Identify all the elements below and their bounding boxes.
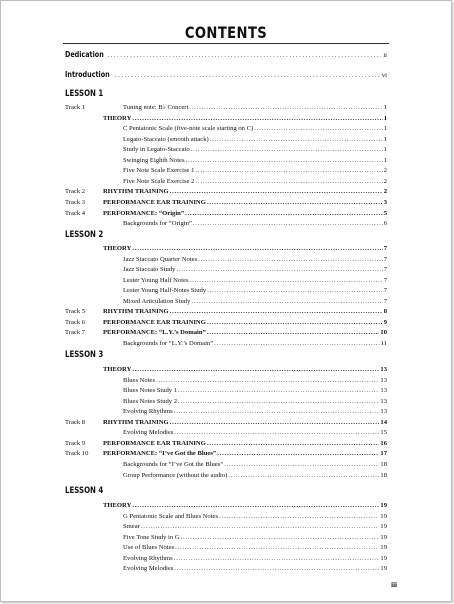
- toc-entry: [123, 177, 387, 187]
- entry-label: Evolving Melodies: [123, 429, 174, 437]
- toc-entry: [103, 418, 387, 428]
- dot-leader: [207, 198, 383, 208]
- dot-leader: [191, 145, 383, 155]
- dot-leader: [198, 255, 383, 265]
- entry-page: 15: [380, 429, 387, 437]
- dot-leader: [141, 522, 380, 532]
- toc-entry: [103, 114, 387, 124]
- entry-page: 13: [380, 397, 387, 405]
- entry-label: PERFORMANCE: “Origin”: [103, 209, 185, 217]
- entry-label: Backgrounds for “L.Y.’s Domain”: [123, 339, 214, 347]
- entry-label: Five Note Scale Exercise 2: [123, 177, 195, 185]
- entry-label: PERFORMANCE EAR TRAINING: [103, 198, 206, 206]
- track-number: Track 6: [65, 318, 86, 326]
- toc-row: [65, 265, 387, 275]
- entry-page: 1: [383, 146, 387, 154]
- entry-page: 13: [380, 366, 387, 373]
- track-number: Track 10: [65, 450, 89, 458]
- entry-label: Evolving Melodies: [123, 565, 174, 573]
- entry-label: Five Note Scale Exercise 1: [123, 167, 195, 175]
- toc-entry: [123, 135, 387, 145]
- dot-leader: [195, 177, 382, 187]
- toc-entry: [123, 543, 387, 553]
- toc-row: [65, 244, 387, 254]
- toc-entry: [123, 512, 387, 522]
- dot-leader: [175, 543, 379, 553]
- toc-entry: [123, 145, 387, 155]
- entry-label: Legato-Staccato (smooth attack): [123, 135, 209, 143]
- entry-label: THEORY: [103, 502, 132, 509]
- entry-label: Use of Blues Notes: [123, 544, 175, 552]
- title-rule: [63, 43, 389, 44]
- entry-label: Five Tone Study in G: [123, 533, 180, 541]
- entry-label: PERFORMANCE EAR TRAINING: [103, 318, 206, 326]
- dot-leader: [219, 512, 379, 522]
- toc-entry: [123, 166, 387, 176]
- toc-entry: [123, 564, 387, 574]
- track-number: Track 2: [65, 188, 86, 196]
- dot-leader: [132, 244, 382, 254]
- entry-page: 6: [383, 220, 387, 228]
- toc-row: [65, 407, 387, 417]
- toc-row: [65, 166, 387, 176]
- toc-row: [65, 255, 387, 265]
- toc-row: [65, 276, 387, 286]
- entry-label: Tuning note: B♭ Concert: [123, 104, 189, 111]
- track-number: Track 5: [65, 308, 86, 316]
- dot-leader: [191, 297, 382, 307]
- entry-page: 19: [380, 512, 387, 520]
- toc-entry: [103, 198, 387, 208]
- entry-label: Evolving Rhythms: [123, 408, 173, 416]
- toc-entry: [103, 244, 387, 254]
- toc-row: [65, 512, 387, 522]
- entry-page: ii: [383, 52, 387, 59]
- toc-entry: [123, 156, 387, 166]
- entry-page: 16: [380, 439, 387, 447]
- dot-leader: [107, 52, 381, 59]
- entry-page: 19: [380, 502, 387, 509]
- dot-leader: [190, 276, 383, 286]
- entry-label: THEORY: [103, 114, 132, 122]
- dot-leader: [170, 307, 383, 317]
- toc-entry: [123, 265, 387, 275]
- entry-label: RHYTHM TRAINING: [103, 418, 169, 426]
- toc-row: [65, 533, 387, 543]
- dot-leader: [174, 554, 380, 564]
- entry-label: Backgrounds for “I’ve Got the Blues”: [123, 460, 224, 468]
- toc-entry: [123, 286, 387, 296]
- entry-page: 19: [380, 565, 387, 573]
- toc-row: [65, 449, 387, 459]
- entry-page: 7: [383, 276, 387, 284]
- dot-leader: [189, 103, 382, 113]
- entry-label: Lester Young Half-Notes Study: [123, 287, 207, 295]
- toc-row: [65, 318, 387, 328]
- dot-leader: [217, 449, 379, 459]
- entry-page: 19: [380, 544, 387, 552]
- entry-page: 1: [383, 114, 387, 122]
- dot-leader: [207, 286, 383, 296]
- entry-label: Blues Notes Study 2: [123, 397, 178, 405]
- dot-leader: [193, 219, 383, 229]
- toc-entry: [123, 219, 387, 229]
- entry-page: 7: [383, 287, 387, 295]
- toc-row: [65, 376, 387, 386]
- toc-entry: [103, 501, 387, 511]
- dot-leader: [185, 209, 383, 219]
- entry-page: 1: [383, 156, 387, 164]
- toc-row: [65, 439, 387, 449]
- entry-page: 18: [380, 460, 387, 468]
- entry-page: 3: [383, 198, 387, 206]
- entry-label: Backgrounds for “Origin”: [123, 220, 192, 228]
- entry-page: 10: [380, 329, 387, 337]
- toc-entry: [123, 339, 387, 349]
- entry-label: Introduction: [65, 70, 110, 79]
- toc-entry: [123, 103, 387, 113]
- entry-label: Jazz Staccato Study: [123, 266, 176, 274]
- toc-row: [65, 135, 387, 145]
- toc-row: [65, 543, 387, 553]
- entry-page: 7: [383, 266, 387, 274]
- toc-row: [65, 328, 387, 338]
- toc-entry: [103, 365, 387, 375]
- toc-entry-introduction: [65, 70, 387, 79]
- toc-entry: [123, 276, 387, 286]
- dot-leader: [186, 156, 383, 166]
- dot-leader: [228, 471, 379, 481]
- entry-page: 19: [380, 554, 387, 562]
- toc-entry: [123, 460, 387, 470]
- dot-leader: [178, 397, 379, 407]
- dot-leader: [132, 114, 382, 124]
- toc-entry: [103, 187, 387, 197]
- toc-row: [65, 145, 387, 155]
- track-number: Track 8: [65, 418, 86, 426]
- page-title: CONTENTS: [184, 23, 268, 42]
- toc-entry: [123, 428, 387, 438]
- lesson-heading: LESSON 2: [65, 230, 104, 240]
- dot-leader: [224, 460, 379, 470]
- entry-page: 8: [383, 308, 387, 316]
- toc-row: [65, 386, 387, 396]
- entry-page: 2: [383, 167, 387, 175]
- entry-label: Mixed Articulation Study: [123, 297, 191, 305]
- dot-leader: [156, 376, 379, 386]
- page-folio: iii: [391, 581, 397, 589]
- toc-row: [65, 177, 387, 187]
- entry-page: 1: [383, 104, 387, 111]
- toc-entry: [123, 124, 387, 134]
- dot-leader: [132, 365, 379, 375]
- track-number: Track 7: [65, 329, 86, 337]
- toc-entry: [103, 307, 387, 317]
- dot-leader: [181, 533, 380, 543]
- toc-entry: [123, 554, 387, 564]
- toc-row: [65, 297, 387, 307]
- toc-row: [65, 564, 387, 574]
- toc-entry: [123, 297, 387, 307]
- dot-leader: [195, 166, 382, 176]
- entry-page: 13: [380, 376, 387, 384]
- entry-label: Swinging Eighth Notes: [123, 156, 185, 164]
- toc-row: [65, 339, 387, 349]
- lesson-heading: LESSON 1: [65, 89, 104, 99]
- entry-page: 7: [383, 297, 387, 305]
- lesson-heading: LESSON 3: [65, 350, 104, 360]
- track-number: Track 9: [65, 439, 86, 447]
- entry-page: 1: [383, 135, 387, 143]
- toc-row: [65, 124, 387, 134]
- dot-leader: [176, 265, 382, 275]
- toc-row: [65, 187, 387, 197]
- entry-label: THEORY: [103, 366, 132, 373]
- toc-row: [65, 554, 387, 564]
- entry-label: Blues Notes: [123, 376, 156, 384]
- entry-label: PERFORMANCE: “L.Y.’s Domain”: [103, 329, 206, 337]
- toc-row: [65, 209, 387, 219]
- toc-row: [65, 501, 387, 511]
- entry-label: Evolving Rhythms: [123, 554, 173, 562]
- track-number: Track 1: [65, 104, 86, 111]
- entry-page: 14: [380, 418, 387, 426]
- entry-label: RHYTHM TRAINING: [103, 188, 169, 196]
- lesson-heading: LESSON 4: [65, 486, 104, 496]
- toc-entry: [123, 386, 387, 396]
- toc-entry-dedication: [65, 50, 387, 59]
- toc-entry: [123, 407, 387, 417]
- entry-label: Jazz Staccato Quarter Notes: [123, 255, 198, 263]
- toc-entry: [123, 471, 387, 481]
- entry-page: 17: [380, 450, 387, 458]
- dot-leader: [214, 339, 379, 349]
- track-number: Track 4: [65, 209, 86, 217]
- dot-leader: [207, 328, 380, 338]
- toc-row: [65, 307, 387, 317]
- entry-page: 19: [380, 533, 387, 541]
- entry-label: G Pentatonic Scale and Blues Notes: [123, 512, 219, 520]
- toc-entry: [103, 449, 387, 459]
- toc-entry: [103, 318, 387, 328]
- dot-leader: [207, 439, 380, 449]
- entry-label: Group Performance (without the audio): [123, 471, 228, 479]
- toc-row: [65, 114, 387, 124]
- entry-label: Study in Legato-Staccato: [123, 146, 190, 154]
- toc-entry: [103, 328, 387, 338]
- entry-page: 18: [380, 471, 387, 479]
- toc-row: [65, 460, 387, 470]
- entry-page: 13: [380, 408, 387, 416]
- toc-row: [65, 397, 387, 407]
- toc-row: [65, 428, 387, 438]
- dot-leader: [174, 564, 379, 574]
- entry-page: 9: [383, 318, 387, 326]
- dot-leader: [132, 501, 379, 511]
- entry-label: RHYTHM TRAINING: [103, 308, 169, 316]
- entry-label: Lester Young Half Notes: [123, 276, 189, 284]
- toc-row: [65, 286, 387, 296]
- track-number: Track 3: [65, 198, 86, 206]
- toc-entry: [123, 255, 387, 265]
- toc-row: [65, 103, 387, 113]
- entry-label: Smear: [123, 523, 140, 531]
- entry-label: C Pentatonic Scale (five-note scale starting on C): [123, 125, 254, 133]
- dot-leader: [174, 428, 379, 438]
- entry-page: 19: [380, 523, 387, 531]
- toc-entry: [123, 397, 387, 407]
- dot-leader: [178, 386, 379, 396]
- dot-leader: [174, 407, 380, 417]
- entry-page: 7: [383, 255, 387, 263]
- dot-leader: [115, 72, 380, 79]
- entry-page: vi: [381, 72, 387, 79]
- toc-entry: [123, 522, 387, 532]
- entry-page: 13: [380, 387, 387, 395]
- entry-label: PERFORMANCE EAR TRAINING: [103, 439, 206, 447]
- toc-row: [65, 156, 387, 166]
- dot-leader: [207, 318, 383, 328]
- dot-leader: [170, 418, 380, 428]
- entry-label: Blues Notes Study 1: [123, 387, 178, 395]
- entry-label: PERFORMANCE: “I’ve Got the Blues”: [103, 450, 217, 458]
- toc-row: [65, 522, 387, 532]
- toc-row: [65, 365, 387, 375]
- entry-page: 11: [380, 339, 387, 347]
- entry-page: 5: [383, 209, 387, 217]
- dot-leader: [210, 135, 383, 145]
- entry-page: 1: [383, 125, 387, 133]
- toc-entry: [103, 209, 387, 219]
- toc-row: [65, 471, 387, 481]
- dot-leader: [170, 187, 383, 197]
- entry-page: 7: [383, 245, 387, 252]
- toc-row: [65, 219, 387, 229]
- entry-label: Dedication: [65, 50, 104, 59]
- entry-label: THEORY: [103, 245, 132, 252]
- entry-page: 2: [383, 177, 387, 185]
- toc-entry: [123, 376, 387, 386]
- toc-row: [65, 198, 387, 208]
- dot-leader: [254, 124, 383, 134]
- toc-row: [65, 418, 387, 428]
- toc-entry: [123, 533, 387, 543]
- toc-entry: [103, 439, 387, 449]
- entry-page: 2: [383, 188, 387, 196]
